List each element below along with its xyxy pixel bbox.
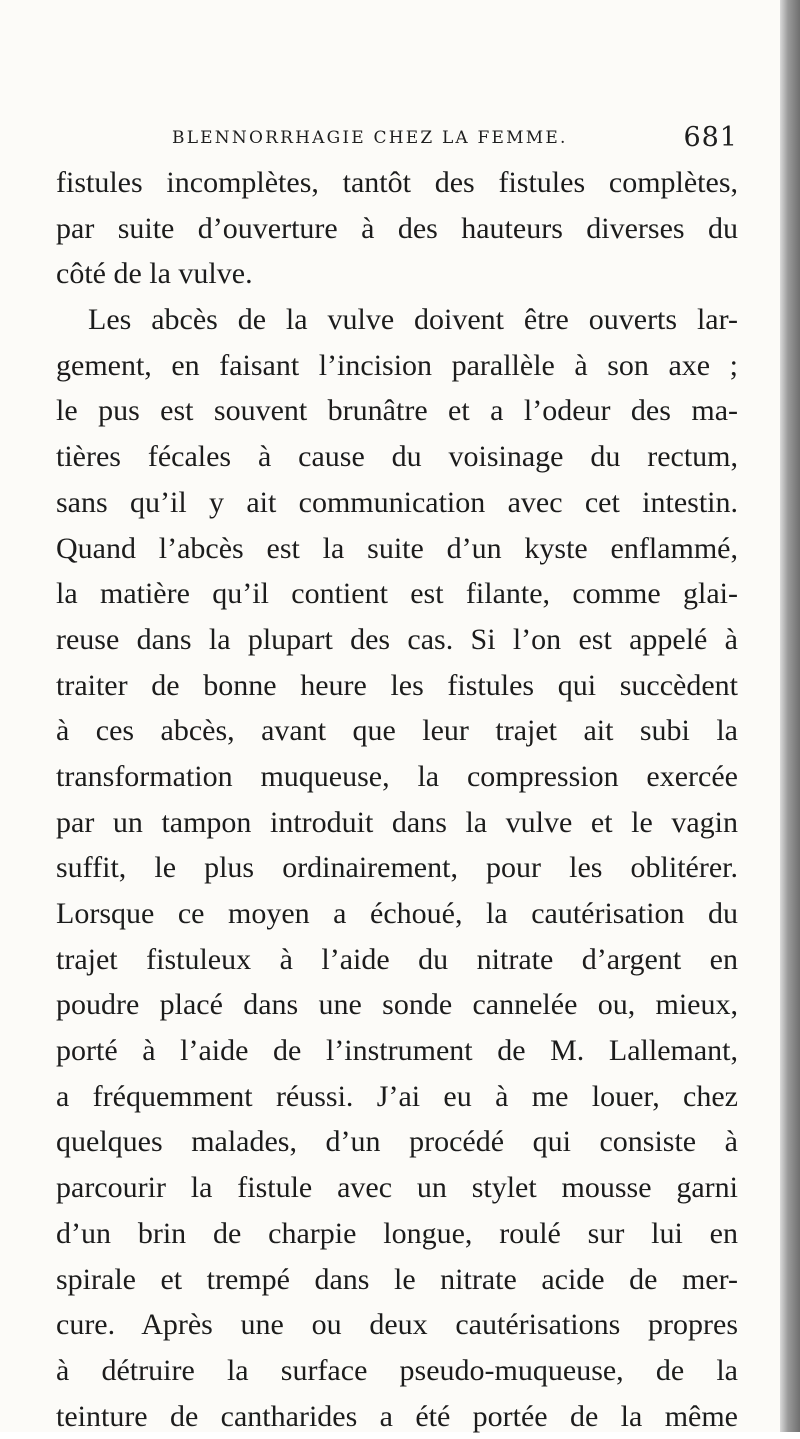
text-line: à détruire la surface pseudo-muqueuse, de la xyxy=(56,1353,738,1387)
text-line: Les abcès de la vulve doivent être ouverts lar- xyxy=(88,303,738,337)
body-text xyxy=(56,160,738,1439)
text-line: gement, en faisant l’incision parallèle à son axe ; xyxy=(56,348,738,382)
running-head xyxy=(172,122,740,152)
text-line: fistules incomplètes, tantôt des fistules complètes, xyxy=(56,166,738,199)
text-line: Lorsque ce moyen a échoué, la cautérisation du xyxy=(56,897,738,930)
text-line: traiter de bonne heure les fistules qui succèdent xyxy=(56,668,738,702)
text-line: Quand l’abcès est la suite d’un kyste enflammé, xyxy=(56,531,738,565)
text-line: quelques malades, d’un procédé qui consiste à xyxy=(56,1125,738,1159)
text-line: à ces abcès, avant que leur trajet ait subi la xyxy=(56,714,738,748)
text-line: suffit, le plus ordinairement, pour les oblitérer. xyxy=(56,851,738,885)
text-line: reuse dans la plupart des cas. Si l’on est appelé à xyxy=(56,622,738,656)
text-line: poudre placé dans une sonde cannelée ou, mieux, xyxy=(56,988,738,1022)
text-line: a fréquemment réussi. J’ai eu à me louer, chez xyxy=(56,1079,738,1113)
text-line: teinture de cantharides a été portée de la même xyxy=(56,1399,738,1433)
text-line: d’un brin de charpie longue, roulé sur lui en xyxy=(56,1216,738,1250)
text-line: par un tampon introduit dans la vulve et le vagin xyxy=(56,805,738,839)
text-line: sans qu’il y ait communication avec cet intestin. xyxy=(56,485,738,519)
text-line: transformation muqueuse, la compression exercée xyxy=(56,759,738,793)
text-line: tières fécales à cause du voisinage du rectum, xyxy=(56,440,738,474)
text-line: trajet fistuleux à l’aide du nitrate d’argent en xyxy=(56,942,738,976)
text-line: par suite d’ouverture à des hauteurs diverses du xyxy=(56,211,738,245)
text-line: cure. Après une ou deux cautérisations propres xyxy=(56,1308,738,1342)
text-line: côté de la vulve. xyxy=(56,257,253,291)
running-head-title: BLENNORRHAGIE CHEZ LA FEMME. xyxy=(172,128,568,148)
page-number: 681 xyxy=(683,122,738,153)
text-line: la matière qu’il contient est filante, comme glai- xyxy=(56,577,738,611)
page-edge-shadow xyxy=(780,0,800,1432)
text-line: porté à l’aide de l’instrument de M. Lallemant, xyxy=(56,1034,738,1068)
text-line: le pus est souvent brunâtre et a l’odeur des ma- xyxy=(56,394,738,428)
text-line: spirale et trempé dans le nitrate acide de mer- xyxy=(56,1262,738,1296)
text-line: parcourir la fistule avec un stylet mousse garni xyxy=(56,1171,738,1205)
